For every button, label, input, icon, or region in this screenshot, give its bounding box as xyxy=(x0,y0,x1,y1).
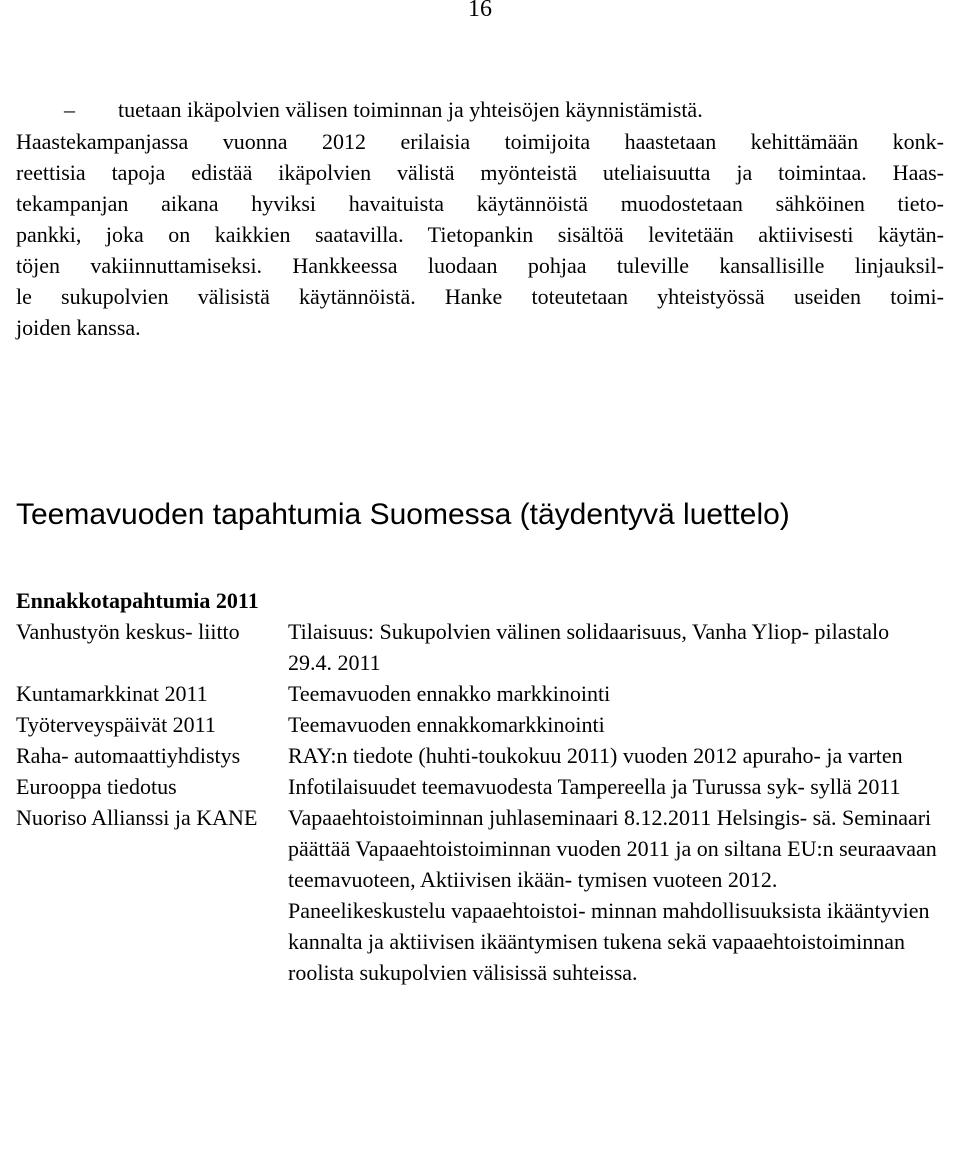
paragraph-line: joiden kanssa. xyxy=(16,315,141,340)
bullet-dash: – xyxy=(64,97,75,122)
table-header-row xyxy=(16,585,938,616)
paragraph-line: reettisia tapoja edistää ikäpolvien välistä myönteistä uteliaisuutta ja toimintaa. Haas- xyxy=(16,160,944,185)
paragraph-line: töjen vakiinnuttamiseksi. Hankkeessa luodaan pohjaa tuleville kansallisille linjauksil- xyxy=(16,253,944,278)
organizer-cell: Eurooppa tiedotus xyxy=(16,774,177,799)
page-number: 16 xyxy=(468,0,492,22)
paragraph-line: Haastekampanjassa vuonna 2012 erilaisia toimijoita haastetaan kehittämään konk- xyxy=(16,129,944,154)
table-row xyxy=(16,709,938,740)
paragraph-line: tekampanjan aikana hyviksi havaituista käytännöistä muodostetaan sähköinen tieto- xyxy=(16,191,944,216)
event-cell: Teemavuoden ennakko markkinointi xyxy=(288,681,611,706)
table-row xyxy=(16,802,938,988)
organizer-cell: Raha- automaattiyhdistys xyxy=(16,743,241,768)
event-cell: Teemavuoden ennakkomarkkinointi xyxy=(288,712,605,737)
event-cell: Tilaisuus: Sukupolvien välinen solidaarisuus, Vanha Yliop- pilastalo 29.4. 2011 xyxy=(288,619,890,675)
events-table xyxy=(16,585,938,988)
event-cell: RAY:n tiedote (huhti-toukokuu 2011) vuoden 2012 apuraho- ja varten xyxy=(288,743,903,768)
bullet-item xyxy=(64,94,703,125)
table-row xyxy=(16,678,938,709)
table-row xyxy=(16,616,938,678)
paragraph-line: le sukupolvien välisistä käytännöistä. Hanke toteutetaan yhteistyössä useiden toimi- xyxy=(16,284,944,309)
table-row xyxy=(16,740,938,771)
table-row xyxy=(16,771,938,802)
organizer-cell: Nuoriso Allianssi ja KANE xyxy=(16,805,258,830)
organizer-cell: Vanhustyön keskus- liitto xyxy=(16,619,240,644)
paragraph-line: pankki, joka on kaikkien saatavilla. Tietopankin sisältöä levitetään aktiivisesti käytän- xyxy=(16,222,944,247)
bullet-text: tuetaan ikäpolvien välisen toiminnan ja yhteisöjen käynnistämistä. xyxy=(118,97,703,122)
section-heading: Teemavuoden tapahtumia Suomessa (täydentyvä luettelo) xyxy=(16,498,790,531)
organizer-cell: Kuntamarkkinat 2011 xyxy=(16,681,208,706)
event-cell: Infotilaisuudet teemavuodesta Tampereella ja Turussa syk- syllä 2011 xyxy=(288,774,901,799)
table-header-cell: Ennakkotapahtumia 2011 xyxy=(16,588,259,613)
table-header-cell-empty xyxy=(286,585,938,616)
event-cell: Vapaaehtoistoiminnan juhlaseminaari 8.12.2011 Helsingis- sä. Seminaari päättää Vapaaehtoistoiminnan vuoden 2011 ja on siltana EU:n seuraavaan teemavuoteen, Aktiivisen ikään- tymisen vuoteen 2012. Paneelikeskustelu vapaaehtoistoi- minnan mahdollisuuksista ikääntyvien kannalta ja aktiivisen ikääntymisen tukena sekä vapaaehtoistoiminnan roolista sukupolvien välisissä suhteissa. xyxy=(288,805,937,985)
organizer-cell: Työterveyspäivät 2011 xyxy=(16,712,216,737)
body-paragraph xyxy=(16,126,944,343)
